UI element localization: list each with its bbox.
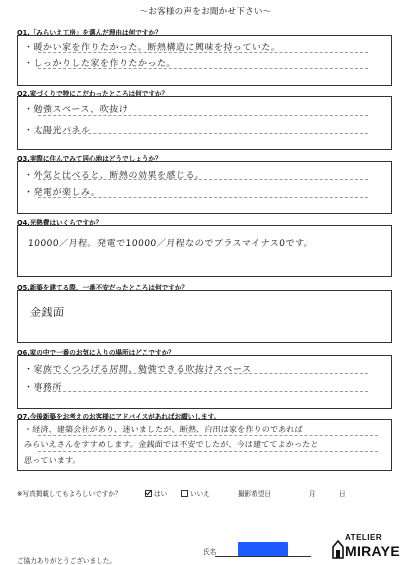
shoot-date-label: 撮影希望日 — [238, 490, 271, 498]
month-label: 月 — [309, 490, 316, 498]
answer-box-2 — [17, 96, 392, 150]
name-label: 氏名 — [203, 548, 217, 556]
yes-checkbox[interactable] — [145, 490, 152, 497]
no-label: いいえ — [190, 490, 210, 498]
guide-line — [38, 391, 368, 392]
question-7-label: Q7.今後新築をお考えのお客様にアドバイスがあればお願いします。 — [17, 413, 221, 421]
answer-box-4 — [17, 225, 392, 277]
answer-2-line-1: ・勉強スペース、吹抜け — [23, 105, 129, 115]
survey-title: ～お客様の声をお聞かせ下さい～ — [139, 7, 272, 17]
question-4-label: Q4.光熱費はいくらですか？ — [17, 219, 103, 227]
answer-box-3 — [17, 161, 392, 214]
question-3-label: Q3.実際に住んでみて居心地はどうでしょうか？ — [17, 155, 162, 163]
photo-no-option[interactable] — [181, 488, 210, 498]
question-6-label: Q6.家の中で一番のお気に入りの場所はどこですか？ — [17, 349, 175, 357]
guide-line — [38, 115, 368, 116]
company-logo — [332, 533, 400, 563]
guide-line — [38, 451, 378, 452]
question-1-label: Q1.「みらいえ工房」を選んだ理由は何ですか？ — [17, 29, 162, 37]
guide-line — [38, 435, 378, 436]
answer-4-line-1: 10000／月程。発電で10000／月程なのでプラスマイナス0です。 — [27, 239, 314, 249]
answer-3-line-1: ・外気と比べると、断熱の効果を感じる。 — [23, 171, 205, 181]
logo-line-1: ATELIER — [345, 533, 383, 542]
answer-1-line-2: ・しっかりした家を作りたかった。 — [23, 59, 177, 69]
answer-box-7 — [17, 419, 392, 471]
house-mark-icon — [332, 537, 344, 559]
answer-3-line-2: ・発電が楽しみ。 — [23, 188, 101, 198]
answer-7-line-3: 思っています。 — [23, 456, 82, 465]
answer-box-5 — [17, 290, 392, 343]
answer-1-line-1: ・暖かい家を作りたかった。断熱構造に興味を持っていた。 — [23, 43, 281, 53]
no-checkbox[interactable] — [181, 490, 188, 497]
answer-7-line-2: みらいえさんをすすめします。金銭面では不安でしたが、今は建ててよかったと — [23, 440, 319, 449]
question-2-label: Q2.家づくりで特にこだわったところは何ですか？ — [17, 90, 169, 98]
answer-7-line-1: ・経済、建築会社があり、迷いましたが、断熱、白田は家を作りのであれば — [23, 425, 304, 434]
answer-2-line-2: ・太陽光パネル — [23, 126, 91, 136]
answer-6-line-1: ・家族でくつろげる居間、勉強できる吹抜けスペース — [23, 365, 252, 375]
answer-box-6 — [17, 355, 392, 409]
thanks-text: ご協力ありがとうございました。 — [17, 557, 116, 565]
photo-yes-option[interactable] — [145, 488, 167, 498]
answer-5-line-1: 金銭面 — [29, 306, 65, 319]
name-underline — [215, 556, 311, 557]
answer-box-1 — [17, 35, 392, 86]
photo-permission-question: ※写真掲載してもよろしいですか？ — [17, 490, 122, 498]
logo-line-2: MIRAYE — [345, 543, 400, 559]
yes-label: はい — [154, 490, 168, 498]
day-label: 日 — [339, 490, 346, 498]
answer-6-line-2: ・事務所 — [23, 383, 63, 393]
question-5-label: Q5.新築を建てる際、一番不安だったところは何ですか？ — [17, 284, 188, 292]
redacted-name — [238, 542, 288, 557]
